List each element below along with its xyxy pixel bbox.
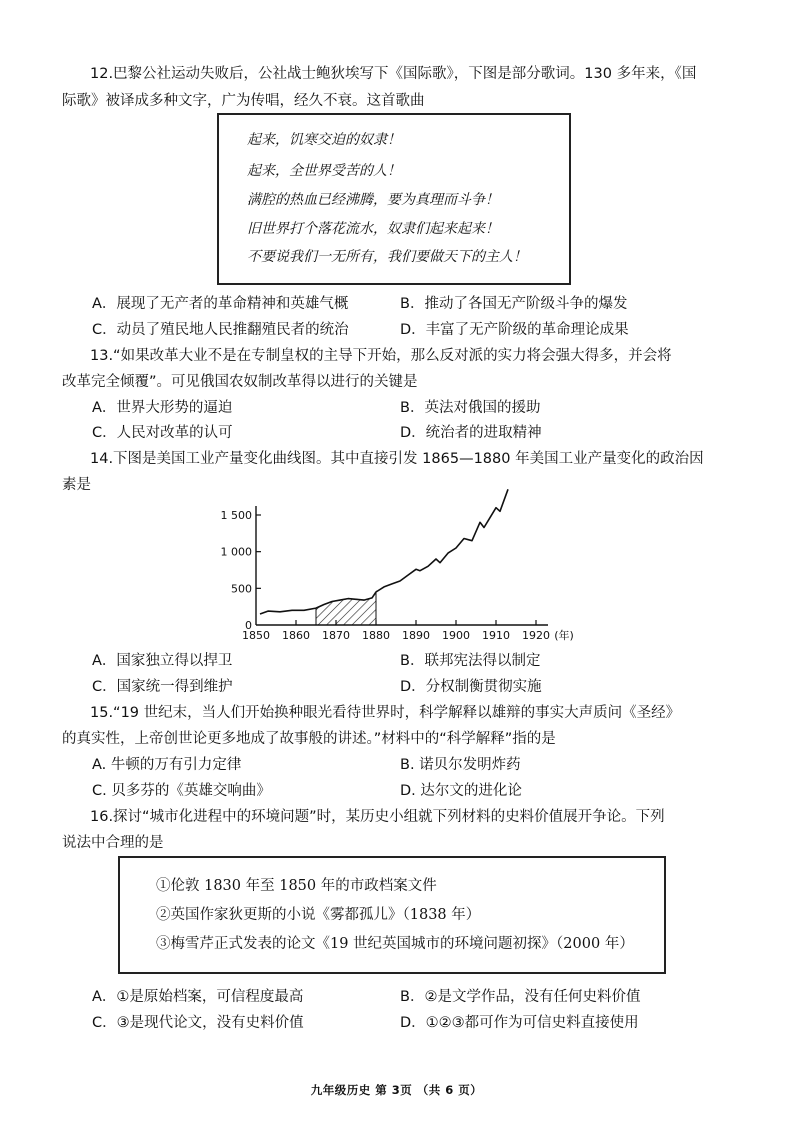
output-line (260, 489, 508, 614)
q15-stem-line1: 15.“19 世纪末，当人们开始换种眼光看待世界时，科学解释以雄辩的事实大声质问《圣经》 (90, 705, 681, 721)
q12-option-a[interactable]: A．展现了无产者的革命精神和英雄气概 (92, 296, 349, 312)
q14-option-b[interactable]: B．联邦宪法得以制定 (400, 653, 541, 669)
q12-stem-line1: 12.巴黎公社运动失败后，公社战士鲍狄埃写下《国际歌》，下图是部分歌词。130 多年来，《国 (90, 66, 697, 82)
q16-stem-line1: 16.探讨“城市化进程中的环境问题”时，某历史小组就下列材料的史料价值展开争论。下列 (90, 809, 665, 825)
y-tick-label: 500 (231, 582, 252, 596)
hatched-area (316, 592, 376, 625)
x-axis-label: (年) (554, 629, 574, 642)
sources-box (118, 856, 666, 974)
lyrics-box (217, 113, 571, 285)
source-item: ①伦敦 1830 年至 1850 年的市政档案文件 (156, 878, 437, 894)
q13-option-a[interactable]: A．世界大形势的逼迫 (92, 400, 233, 416)
q16-option-d[interactable]: D．①②③都可作为可信史料直接使用 (400, 1015, 639, 1031)
q13-option-c[interactable]: C．人民对改革的认可 (92, 425, 233, 441)
x-tick-label: 1870 (322, 629, 350, 642)
source-item: ③梅雪芹正式发表的论文《19 世纪英国城市的环境问题初探》（2000 年） (156, 936, 634, 952)
q12-option-b[interactable]: B．推动了各国无产阶级斗争的爆发 (400, 296, 628, 312)
q14-option-d[interactable]: D．分权制衡贯彻实施 (400, 679, 542, 695)
q16-stem-line2: 说法中合理的是 (62, 835, 164, 851)
q15-stem-line2: 的真实性，上帝创世论更多地成了故事般的讲述。”材料中的“科学解释”指的是 (62, 731, 556, 747)
y-tick-label: 1 500 (220, 509, 252, 522)
q15-option-d[interactable]: D. 达尔文的进化论 (400, 783, 522, 799)
x-tick-label: 1900 (442, 629, 470, 642)
lyric-line: 起来，全世界受苦的人！ (247, 163, 401, 179)
x-tick-label: 1920 (522, 629, 550, 642)
q14-stem-line1: 14.下图是美国工业产量变化曲线图。其中直接引发 1865—1880 年美国工业产量变化的政治因 (90, 451, 704, 467)
lyric-line: 不要说我们一无所有，我们要做天下的主人！ (247, 249, 527, 265)
q12-option-c[interactable]: C．动员了殖民地人民推翻殖民者的统治 (92, 322, 349, 338)
lyric-line: 旧世界打个落花流水，奴隶们起来起来！ (247, 221, 499, 237)
q15-option-c[interactable]: C. 贝多芬的《英雄交响曲》 (92, 783, 271, 799)
q16-option-c[interactable]: C．③是现代论文，没有史料价值 (92, 1015, 304, 1031)
q14-stem-line2: 素是 (62, 477, 91, 493)
source-item: ②英国作家狄更斯的小说《雾都孤儿》（1838 年） (156, 907, 481, 923)
q16-option-b[interactable]: B．②是文学作品，没有任何史料价值 (400, 989, 641, 1005)
x-tick-label: 1850 (242, 629, 270, 642)
y-tick-label: 1 000 (220, 545, 252, 559)
x-tick-label: 1860 (282, 629, 310, 642)
q12-stem-line2: 际歌》被译成多种文字，广为传唱，经久不衰。这首歌曲 (62, 93, 425, 109)
q13-stem-line2: 改革完全倾覆”。可见俄国农奴制改革得以进行的关键是 (62, 374, 418, 390)
q15-option-a[interactable]: A. 牛顿的万有引力定律 (92, 757, 242, 773)
q13-option-b[interactable]: B．英法对俄国的援助 (400, 400, 541, 416)
page-footer: 九年级历史 第 3页 （共 6 页） (310, 1083, 483, 1097)
industrial-output-chart (200, 488, 600, 648)
q15-option-b[interactable]: B. 诺贝尔发明炸药 (400, 757, 521, 773)
q13-stem-line1: 13.“如果改革大业不是在专制皇权的主导下开始，那么反对派的实力将会强大得多，并会将 (90, 348, 672, 364)
q13-option-d[interactable]: D．统治者的进取精神 (400, 425, 542, 441)
q12-option-d[interactable]: D．丰富了无产阶级的革命理论成果 (400, 322, 629, 338)
x-tick-label: 1890 (402, 629, 430, 642)
x-tick-label: 1910 (482, 629, 510, 642)
q16-option-a[interactable]: A．①是原始档案，可信程度最高 (92, 989, 304, 1005)
q14-option-a[interactable]: A．国家独立得以捍卫 (92, 653, 233, 669)
q14-option-c[interactable]: C．国家统一得到维护 (92, 679, 233, 695)
x-tick-label: 1880 (362, 629, 390, 642)
y-tick-label: 0 (245, 619, 252, 632)
lyric-line: 起来，饥寒交迫的奴隶！ (247, 132, 401, 148)
lyric-line: 满腔的热血已经沸腾，要为真理而斗争！ (247, 192, 499, 208)
